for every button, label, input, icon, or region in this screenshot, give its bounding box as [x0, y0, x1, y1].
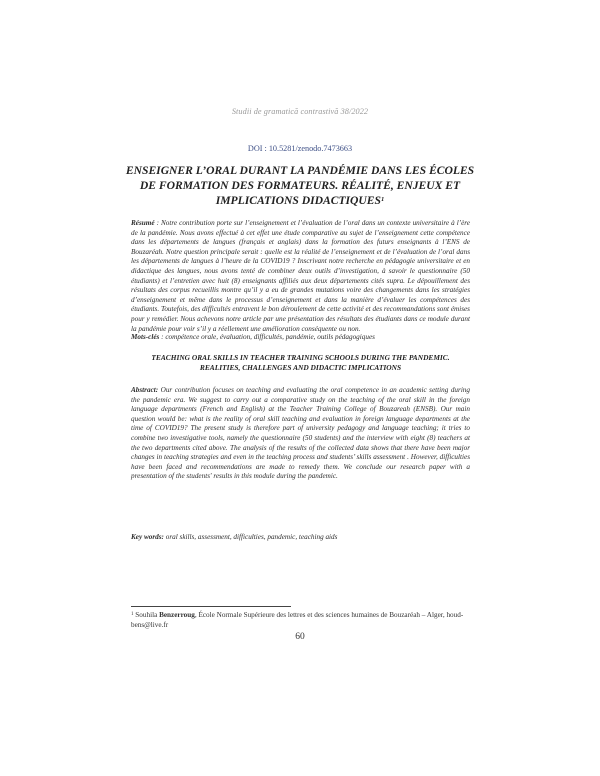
keywords-english-text: oral skills, assessment, difficulties, pandemic, teaching aids [163, 533, 338, 541]
abstract-english-label: Abstract: [131, 386, 159, 394]
running-header: Studii de gramatică contrastivă 38/2022 [231, 107, 369, 116]
footnote-mark: 1 [131, 612, 134, 617]
keywords-french [131, 333, 470, 343]
article-title-french-text: ENSEIGNER L’ORAL DURANT LA PANDÉMIE DANS LES ÉCOLES DE FORMATION DES FORMATEURS. RÉALITÉ, ENJEUX ET IMPLICATIONS DIDACTIQUES [125, 164, 475, 207]
abstract-english-text: Our contribution focuses on teaching and evaluating the oral competence in an academic setting during the pandemic era. We suggest to carry out a comparative study on the teaching of the oral skill in the foreign language departments (French and English) at the Teacher Training College of Bouzareah (ENSB). Our main question would be: what is the reality of oral skill teaching and evaluation in foreign language departments at the time of COVID19? The present study is therefore part of university pedagogy and language teaching; it tries to combine two investigative tools, namely the questionnaire (50 students) and the interview with eight (8) teachers at the two departments cited above. The analysis of the results of the collected data shows that there have been major changes in teaching strategies and even in the teaching process and students’ skills assessment . However, difficulties have been faced and recommendations are made to remedy them. We conclude our research paper with a presentation of the students' results in this module during the pandemic. [131, 386, 470, 481]
footnote-author-first-name: Souhila [135, 611, 160, 619]
abstract-french-label: Résumé [131, 219, 155, 227]
keywords-french-text: : compétence orale, évaluation, difficultés, pandémie, outils pédagogiques [159, 333, 375, 341]
abstract-french-text: : Notre contribution porte sur l’enseignement et l’évaluation de l’oral dans un contexte universitaire à l’ère de la pandémie. Nous avons effectué à cet effet une étude comparative au sujet de l’enseignement cette compétence dans les départements de langues (français et anglais) dans la formation des futurs enseignants à l’ENS de Bouzaréah. Notre question principale serait : quelle est la réalité de l’enseignement et de l’évaluation de l’oral dans les départements de langues à l’heure de la COVID19 ? Inscrivant notre recherche en pédagogie universitaire et en didactique des langues, nous avons tenté de combiner deux outils d’investigation, à savoir le questionnaire (50 étudiants) et l’entretien avec huit (8) enseignants affiliés aux deux départements cités supra. Le dépouillement des résultats des corpus recueillis montre qu’il y a eu de grandes mutations voire des changements dans les stratégies d’enseignement et même dans le processus d’enseignement et dans la manière d’évaluer les compétences des étudiants. Toutefois, des difficultés entravent le bon déroulement de cette activité et des recommandations sont émises pour y remédier. Nous achevons notre article par une présentation des résultats des étudiants dans ce module durant la pandémie pour voir s’il y a réellement une amélioration conséquente ou non. [131, 219, 470, 333]
article-title-french [120, 163, 480, 208]
keywords-english [131, 533, 470, 543]
footnote-author-surname: Benzerroug [159, 611, 195, 619]
title-footnote-mark[interactable]: 1 [381, 196, 385, 203]
keywords-english-label: Key words: [131, 533, 164, 541]
footnote-divider [131, 606, 291, 607]
footnote [131, 610, 470, 630]
keywords-french-label: Mots-clés [131, 333, 160, 341]
page-number: 60 [295, 632, 305, 642]
doi-link[interactable]: DOI : 10.5281/zenodo.7473663 [247, 144, 353, 153]
footnote-affiliation: , École Normale Supérieure des lettres et des sciences humaines de Bouzaréah – Alger, houd-bens@live.fr [131, 611, 464, 629]
abstract-french [131, 219, 470, 334]
abstract-english [131, 386, 470, 482]
article-title-english: TEACHING ORAL SKILLS IN TEACHER TRAINING SCHOOLS DURING THE PANDEMIC. REALITIES, CHALLENGES AND DIDACTIC IMPLICATIONS [151, 353, 450, 372]
